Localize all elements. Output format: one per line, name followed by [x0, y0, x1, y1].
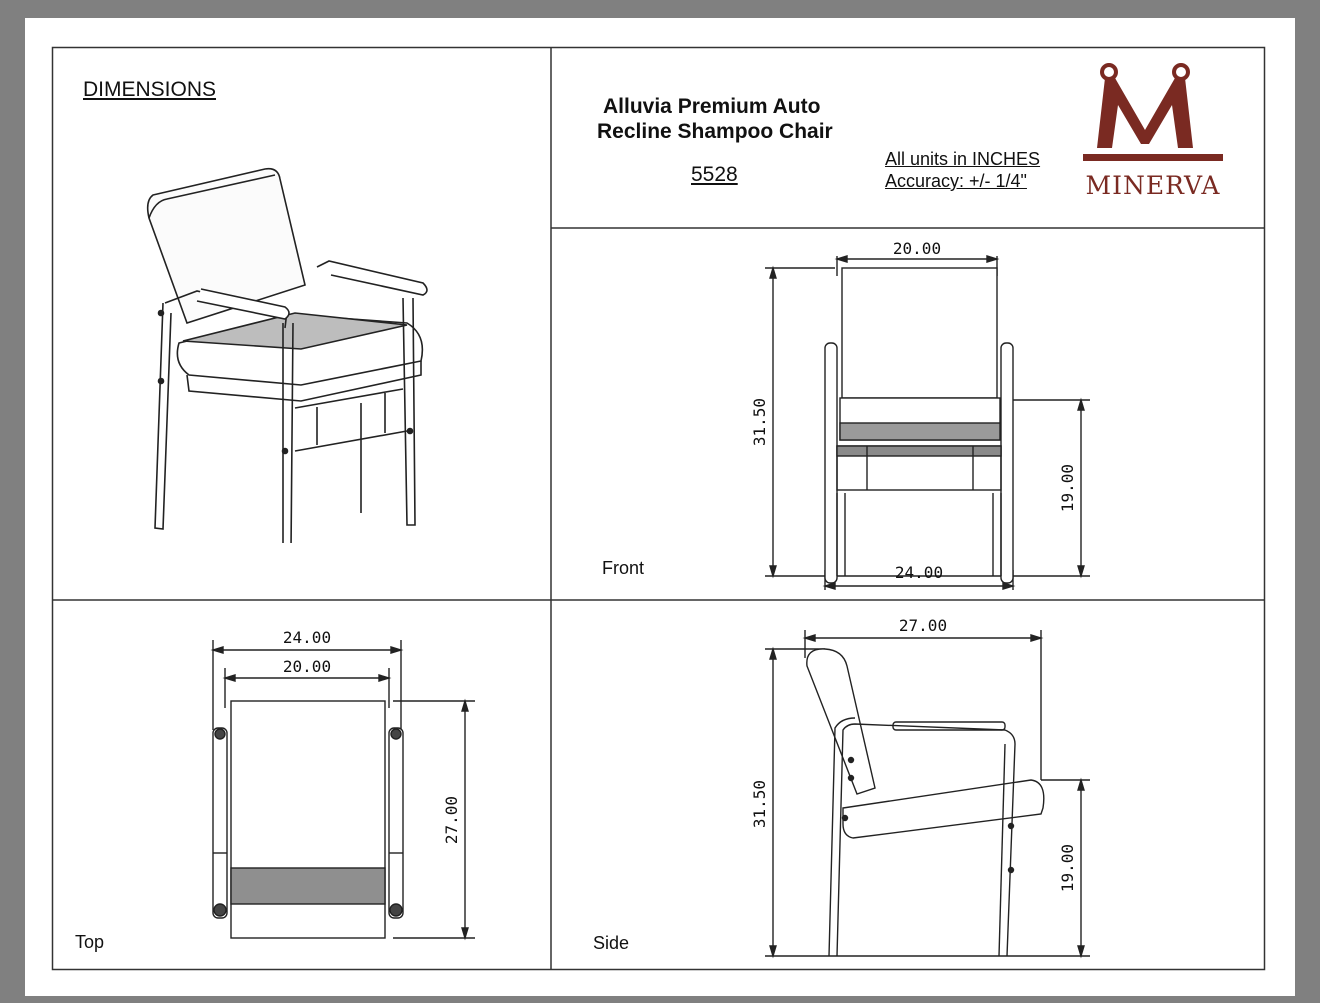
side-seat-height-label: 19.00 [1058, 843, 1077, 893]
product-title-line2: Recline Shampoo Chair [597, 120, 833, 143]
side-depth-label: 27.00 [898, 616, 948, 635]
top-outer-width-label: 24.00 [282, 628, 332, 647]
top-view-drawing [52, 600, 551, 970]
top-inner-width-label: 20.00 [282, 657, 332, 676]
units-note: All units in INCHES [885, 149, 1041, 169]
side-view-drawing [551, 600, 1265, 970]
side-height-label: 31.50 [750, 779, 769, 829]
front-seat-height-label: 19.00 [1058, 463, 1077, 513]
front-top-width-label: 20.00 [892, 239, 942, 258]
isometric-chair-drawing [135, 163, 435, 543]
front-bottom-width-label: 24.00 [894, 563, 944, 582]
product-title-line1: Alluvia Premium Auto [603, 95, 821, 118]
drawing-sheet [25, 18, 1295, 996]
minerva-logo [1075, 60, 1235, 205]
front-view-drawing [551, 228, 1265, 600]
accuracy-note: Accuracy: +/- 1/4" [885, 171, 1027, 191]
side-view-label: Side [593, 933, 630, 953]
dimensions-heading: DIMENSIONS [83, 78, 217, 101]
model-number: 5528 [691, 163, 738, 186]
front-view-label: Front [602, 558, 645, 578]
brand-name: MINERVA [1085, 171, 1221, 200]
top-depth-label: 27.00 [442, 795, 461, 845]
front-height-label: 31.50 [750, 397, 769, 447]
top-view-label: Top [75, 932, 105, 952]
